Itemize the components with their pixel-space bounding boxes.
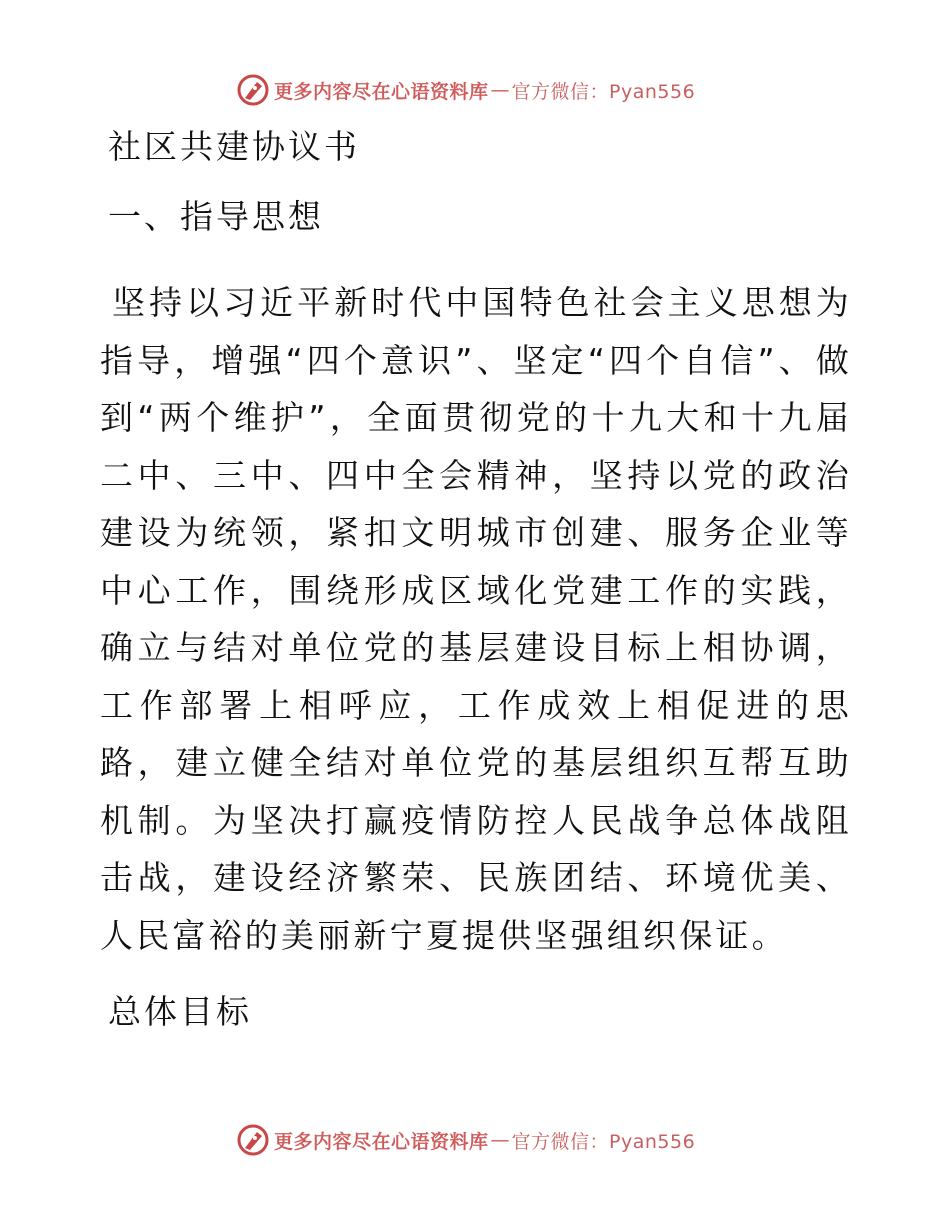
header-wechat-text: 官方微信：Pyan556 bbox=[511, 80, 696, 103]
guiding-ideology-paragraph: 坚持以习近平新时代中国特色社会主义思想为指导，增强“四个意识”、坚定“四个自信”、做到“两个维护”，全面贯彻党的十九大和十九届二中、三中、四中全会精神，坚持以党的政治建设为统领，紧扣文明城市创建、服务企业等中心工作，围绕形成区域化党建工作的实践，确立与结对单位党的基层建设目标上相协调，工作部署上相呼应，工作成效上相促进的思路，建立健全结对单位党的基层组织互帮互助机制。为坚决打赢疫情防控人民战争总体战阻击战，建设经济繁荣、民族团结、环境优美、人民富裕的美丽新宁夏提供坚强组织保证。 bbox=[100, 283, 852, 955]
section-heading-guiding-ideology: 一、指导思想 bbox=[108, 197, 324, 236]
header-promo-text: 更多内容尽在心语资料库 bbox=[274, 80, 489, 103]
header-separator: — bbox=[490, 79, 510, 101]
footer-promo-text: 更多内容尽在心语资料库 bbox=[274, 1130, 489, 1153]
footer-separator: — bbox=[490, 1129, 510, 1151]
header-banner bbox=[236, 72, 695, 108]
pen-nib-logo-icon bbox=[236, 1123, 270, 1157]
footer-banner bbox=[236, 1122, 695, 1158]
footer-wechat-text: 官方微信：Pyan556 bbox=[511, 1130, 696, 1153]
sub-heading-overall-goal: 总体目标 bbox=[108, 992, 252, 1031]
pen-nib-logo-icon bbox=[236, 73, 270, 107]
document-title: 社区共建协议书 bbox=[108, 127, 360, 166]
